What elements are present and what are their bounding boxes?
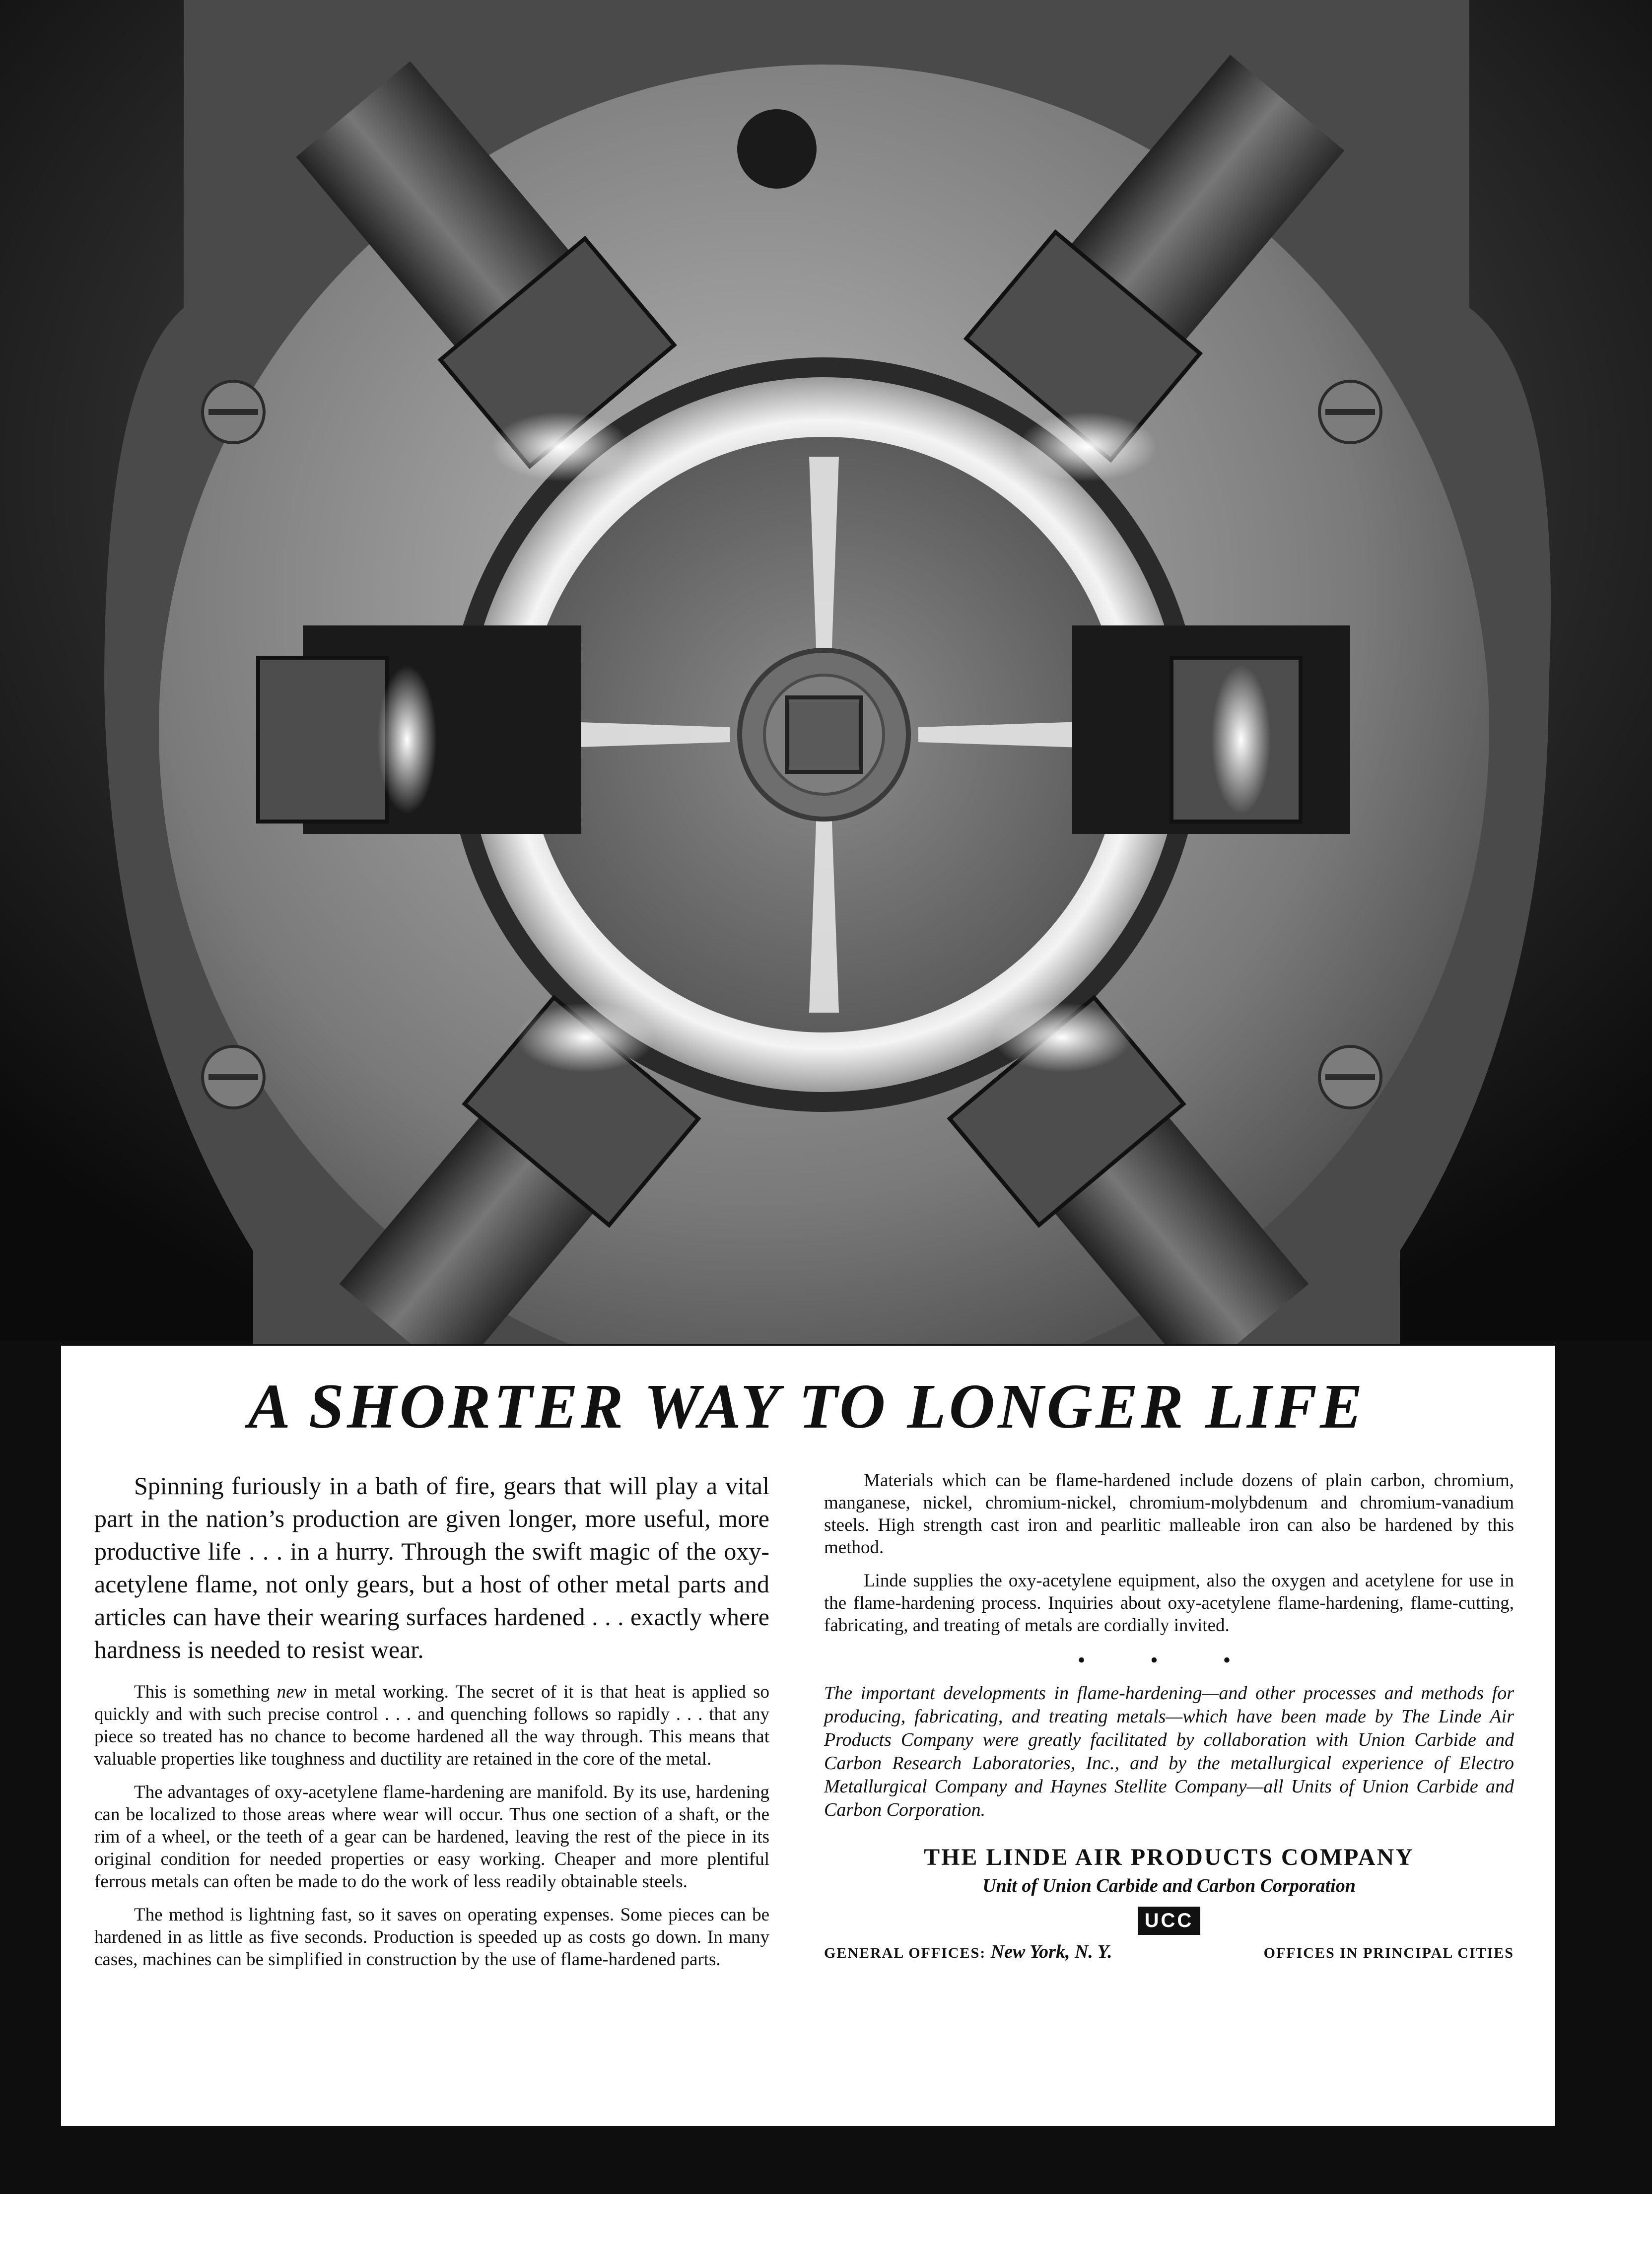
square-shaft — [787, 697, 861, 772]
paragraph-text: in metal working. The secret of it is that heat is applied so quickly and with such precise control . . . and quenching follows so rapidly . . . that any piece so treated has no chance to become hardened all the way through. This means that valuable properties like toughness and ductility are retained in the core of the metal. — [94, 1682, 770, 1769]
company-name: THE LINDE AIR PRODUCTS COMPANY — [924, 1844, 1414, 1870]
left-column — [94, 1469, 769, 1982]
headline: A SHORTER WAY TO LONGER LIFE — [248, 1371, 1366, 1442]
emphasis-new: new — [276, 1682, 307, 1702]
body-paragraph: Linde supplies the oxy-acetylene equipment, also the oxygen and acetylene for use in the flame-hardening process. Inquiries about oxy-acetylene flame-hardening, flame-cutting, fabricating, and treating of metals are cordially invited. — [824, 1571, 1514, 1636]
offices-label: GENERAL OFFICES: — [824, 1945, 986, 1961]
top-bolt-hole — [737, 109, 817, 189]
lead-paragraph: Spinning furiously in a bath of fire, gears that will play a vital part in the nation’s production are given longer, more useful, more productive life . . . in a hurry. Through the swift magic of the oxy-acetylene flame, not only gears, but a host of other metal parts and articles can have their wearing surfaces hardened . . . exactly where hardness is needed to resist wear. — [94, 1472, 769, 1663]
italic-paragraph: The important developments in flame-hardening—and other processes and methods for producing, fabricating, and treating metals—which have been made by The Linde Air Products Company were greatly facilitated by collaboration with Union Carbide and Carbon Research Laboratories, Inc., and by the metallurgical experience of Electro Metallurgical Company and Haynes Stellite Company—all Units of Union Carbide and Carbon Corporation. — [824, 1683, 1514, 1820]
subsidiary-line: Unit of Union Carbide and Carbon Corporation — [982, 1875, 1356, 1896]
body-paragraph: The method is lightning fast, so it saves on operating expenses. Some pieces can be hardened in as little as five seconds. Production is speeded up as costs go down. In many cases, machines can be simplified in construction by the use of flame-hardened parts. — [94, 1905, 769, 1970]
paragraph-text: This is something — [134, 1682, 277, 1702]
separator-dots: • • • — [1077, 1648, 1261, 1672]
body-paragraph: The advantages of oxy-acetylene flame-hardening are manifold. By its use, hardening can be localized to those areas where wear will occur. Thus one section of a shaft, or the rim of a wheel, or the teeth of a gear can be hardened, leaving the rest of the piece in its original condition for needed properties or easy working. Cheaper and more plentiful ferrous metals can often be made to do the work of less readily obtainable steels. — [94, 1782, 769, 1892]
footer-line — [824, 1941, 1514, 1963]
general-offices — [824, 1941, 1112, 1963]
body-paragraph: Materials which can be flame-hardened include dozens of plain carbon, chromium, manganese, nickel, chromium-nickel, chromium-molybdenum and chromium-vanadium steels. High strength cast iron and pearlitic malleable iron can also be hardened by this method. — [824, 1470, 1514, 1558]
bottom-white-margin — [0, 2194, 1652, 2267]
office-city: New York, N. Y. — [990, 1941, 1112, 1962]
offices-in-cities: OFFICES IN PRINCIPAL CITIES — [1263, 1945, 1514, 1961]
right-column — [824, 1469, 1514, 1963]
ucc-logo: UCC — [1138, 1907, 1201, 1935]
logo-wrapper — [824, 1907, 1514, 1935]
body-paragraph — [94, 1681, 769, 1770]
